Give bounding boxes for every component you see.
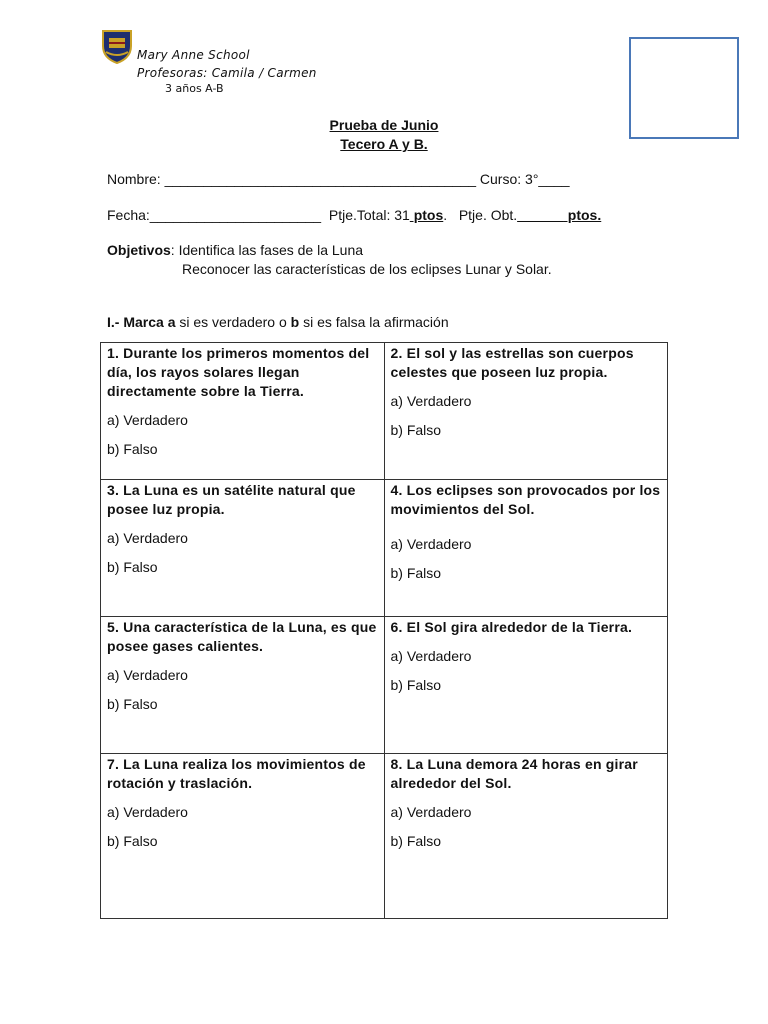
name-field[interactable]: Nombre: ________________________________________ Curso: 3°____ [107,171,570,187]
question-cell [101,754,385,919]
option-a[interactable]: a) Verdadero [390,804,472,820]
objective-1: : Identifica las fases de la Luna [170,242,364,258]
option-a[interactable]: a) Verdadero [390,536,472,552]
option-b[interactable]: b) Falso [390,677,442,693]
question-text: 2. El sol y las estrellas son cuerpos celestes que poseen luz propia. [390,345,634,380]
question-cell [101,343,385,480]
teachers-line: Profesoras: Camila / Carmen [137,66,317,80]
section-instruction [107,314,449,330]
table-row [101,480,668,617]
section-mid: si es verdadero o [175,314,291,330]
objective-2: Reconocer las características de los eclipses Lunar y Solar. [182,261,552,277]
option-a[interactable]: a) Verdadero [107,804,188,820]
question-text: 3. La Luna es un satélite natural que posee luz propia. [107,482,356,517]
option-b[interactable]: b) Falso [390,422,442,438]
option-b[interactable]: b) Falso [107,559,158,575]
question-text: 6. El Sol gira alrededor de la Tierra. [390,619,633,635]
question-cell [384,754,668,919]
option-a[interactable]: a) Verdadero [107,530,188,546]
test-subtitle: Tecero A y B. [340,136,428,152]
question-text: 8. La Luna demora 24 horas en girar alrededor del Sol. [390,756,638,791]
question-text: 7. La Luna realiza los movimientos de rotación y traslación. [107,756,366,791]
option-b[interactable]: b) Falso [107,833,158,849]
obtained-points-unit: ptos. [563,207,602,223]
question-cell [384,343,668,480]
section-suffix: si es falsa la afirmación [299,314,449,330]
date-score-line[interactable] [107,207,601,223]
date-field: Fecha:______________________ Ptje.Total: 31 [107,207,410,223]
questions-table [100,342,668,919]
question-cell [384,480,668,617]
question-text: 4. Los eclipses son provocados por los movimientos del Sol. [390,482,661,517]
option-a[interactable]: a) Verdadero [390,648,472,664]
school-name: Mary Anne School [137,48,250,62]
table-row [101,617,668,754]
option-a[interactable]: a) Verdadero [107,667,188,683]
section-prefix: I.- Marca a [107,314,176,330]
option-a[interactable]: a) Verdadero [390,393,472,409]
table-row [101,343,668,480]
question-cell [101,617,385,754]
option-b[interactable]: b) Falso [107,696,158,712]
section-b: b [290,314,300,330]
grade-label: 3 años A-B [165,82,224,95]
option-b[interactable]: b) Falso [107,441,158,457]
question-text: 1. Durante los primeros momentos del día, los rayos solares llegan directamente sobre la Tierra. [107,345,370,399]
total-points-unit: ptos [409,207,444,223]
question-text: 5. Una característica de la Luna, es que posee gases calientes. [107,619,377,654]
question-cell [384,617,668,754]
obtained-label: . Ptje. Obt. [443,207,518,223]
option-a[interactable]: a) Verdadero [107,412,188,428]
school-info [137,46,317,82]
objectives-label: Objetivos [107,242,171,258]
test-title: Prueba de Junio [329,117,439,133]
obtained-blank: ______ [517,207,564,223]
option-b[interactable]: b) Falso [390,565,442,581]
option-b[interactable]: b) Falso [390,833,442,849]
objectives-line [107,242,363,258]
table-row [101,754,668,919]
question-cell [101,480,385,617]
school-crest-icon [100,28,134,64]
